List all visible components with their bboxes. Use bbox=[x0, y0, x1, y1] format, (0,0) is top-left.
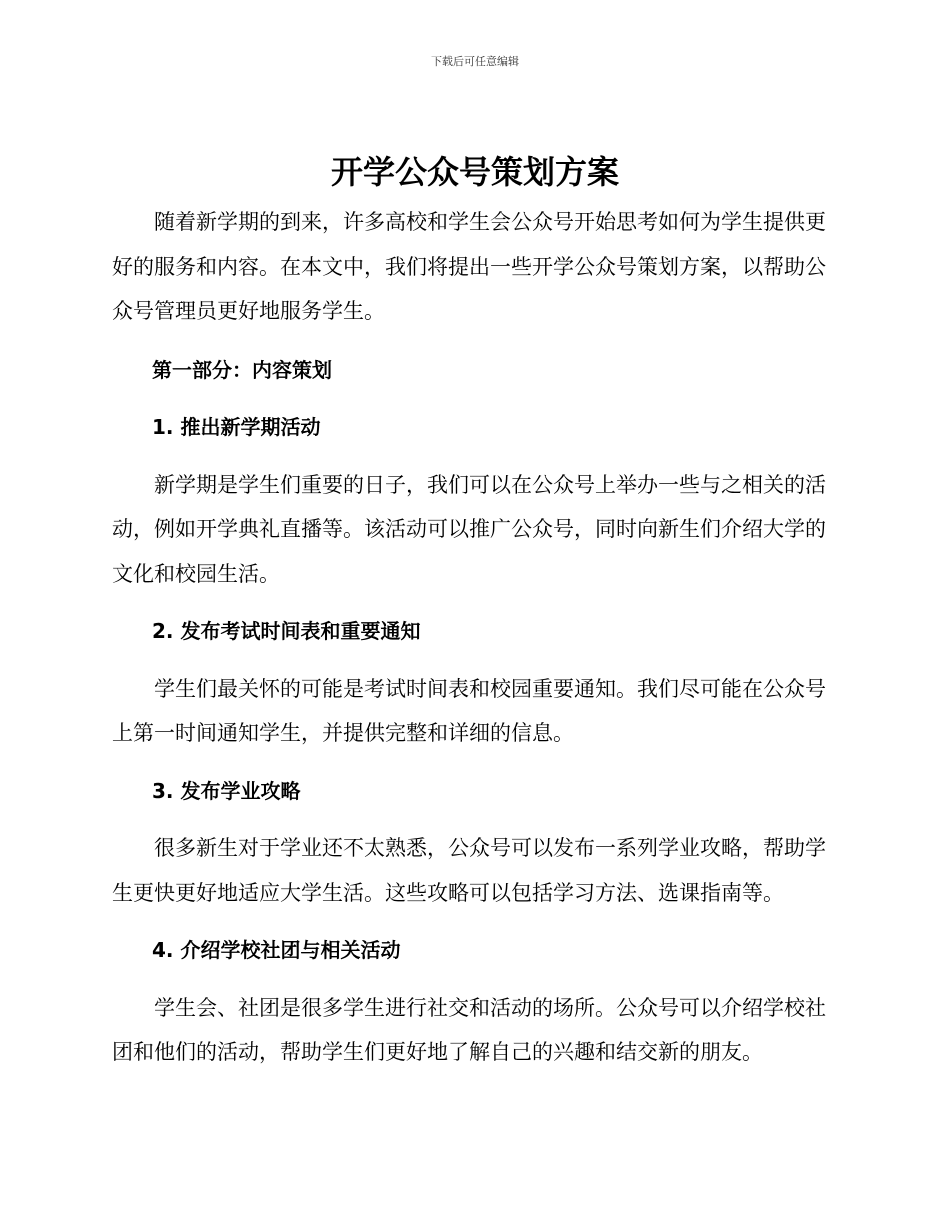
section-4-heading: 4. 介绍学校社团与相关活动 bbox=[152, 938, 401, 962]
section-4-body: 学生会、社团是很多学生进行社交和活动的场所。公众号可以介绍学校社团和他们的活动，帮助学生们更好地了解自己的兴趣和结交新的朋友。 bbox=[112, 995, 826, 1064]
section-2-heading: 2. 发布考试时间表和重要通知 bbox=[152, 619, 421, 643]
document-title: 开学公众号策划方案 bbox=[330, 153, 619, 191]
section-2-body: 学生们最关怀的可能是考试时间表和校园重要通知。我们尽可能在公众号上第一时间通知学生，并提供完整和详细的信息。 bbox=[112, 676, 826, 745]
section-1-body: 新学期是学生们重要的日子，我们可以在公众号上举办一些与之相关的活动，例如开学典礼直播等。该活动可以推广公众号，同时向新生们介绍大学的文化和校园生活。 bbox=[112, 472, 826, 586]
document-body bbox=[112, 200, 834, 1075]
section-3-heading: 3. 发布学业攻略 bbox=[152, 778, 301, 803]
section-3-body: 很多新生对于学业还不太熟悉，公众号可以发布一系列学业攻略，帮助学生更快更好地适应大学生活。这些攻略可以包括学习方法、选课指南等。 bbox=[112, 836, 826, 905]
page-header-note: 下载后可任意编辑 bbox=[431, 55, 519, 68]
section-1-heading: 1. 推出新学期活动 bbox=[152, 415, 321, 439]
intro-paragraph: 随着新学期的到来，许多高校和学生会公众号开始思考如何为学生提供更好的服务和内容。在本文中，我们将提出一些开学公众号策划方案，以帮助公众号管理员更好地服务学生。 bbox=[112, 210, 826, 323]
part-heading: 第一部分：内容策划 bbox=[152, 357, 332, 382]
